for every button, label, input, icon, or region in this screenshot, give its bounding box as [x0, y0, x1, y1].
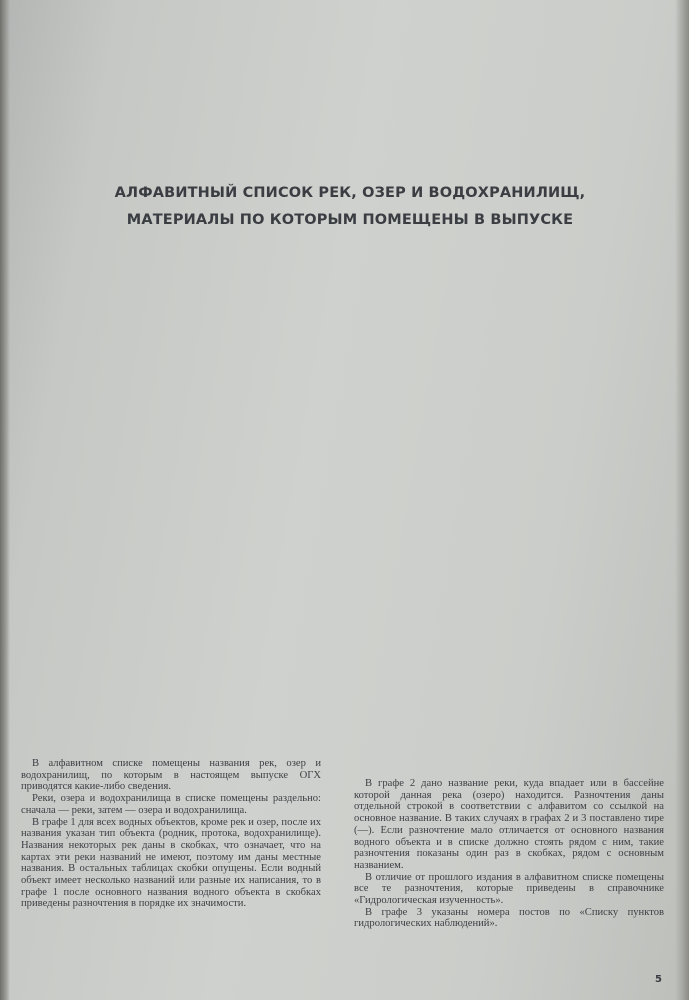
- paragraph: В графе 2 дано название реки, куда впадает или в бассейне которой данная река (озеро) находится. Разночтения даны отдельной строкой в соответствии с алфавитом со ссылкой на основное название. В таких случаях в графах 2 и 3 поставлено тире (—). Если разночтение мало отличается от основного названия водного объекта и в списке должно стоять рядом с ним, такие разночтения показаны один раз в скобках, рядом с основным названием.: [354, 778, 664, 871]
- page-right-edge: [675, 0, 689, 1000]
- left-text-column: [21, 758, 321, 910]
- paragraph: В отличие от прошлого издания в алфавитном списке помещены все те разночтения, которые приведены в справочнике «Гидрологическая изученность».: [354, 871, 664, 907]
- page-number: 5: [655, 974, 662, 985]
- page-title-line-1: АЛФАВИТНЫЙ СПИСОК РЕК, ОЗЕР И ВОДОХРАНИЛИЩ,: [114, 185, 586, 201]
- page-left-edge: [0, 0, 10, 1000]
- paragraph: Реки, озера и водохранилища в списке помещены раздельно: сначала — реки, затем — озера и водохранилища.: [21, 793, 321, 816]
- page-title: [60, 180, 640, 234]
- paragraph: В алфавитном списке помещены названия рек, озер и водохранилищ, по которым в настоящем выпуске ОГХ приводятся какие-либо сведения.: [21, 758, 321, 793]
- paragraph: В графе 1 для всех водных объектов, кроме рек и озер, после их названия указан тип объекта (родник, протока, водохранилище). Названия некоторых рек даны в скобках, что означает, что на картах эти реки названий не имеют, поэтому им даны местные названия. В остальных таблицах скобки опущены. Если водный объект имеет несколько названий или разные их написания, то в графе 1 после основного названия водного объекта в скобках приведены разночтения в порядке их значимости.: [21, 816, 321, 910]
- page-title-line-2: МАТЕРИАЛЫ ПО КОТОРЫМ ПОМЕЩЕНЫ В ВЫПУСКЕ: [126, 212, 574, 228]
- right-text-column: [354, 778, 664, 930]
- paragraph: В графе 3 указаны номера постов по «Списку пунктов гидрологических наблюдений».: [354, 906, 664, 930]
